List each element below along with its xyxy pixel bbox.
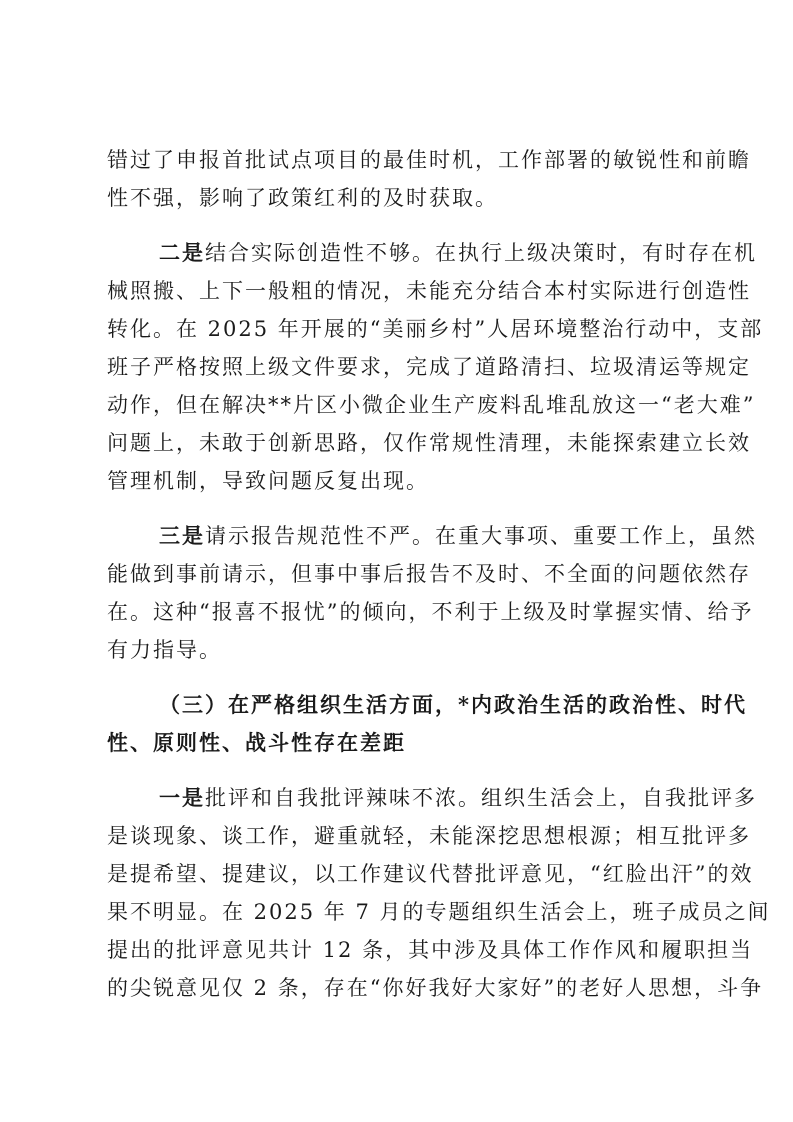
text-line: 是谈现象、谈工作，避重就轻，未能深挖思想根源；相互批评多 — [107, 824, 751, 848]
text-line: 械照搬、上下一般粗的情况，未能充分结合本村实际进行创造性 — [107, 279, 751, 303]
text-line: 问题上，未敢于创新思路，仅作常规性清理，未能探索建立长效 — [107, 431, 751, 455]
document-page — [107, 141, 771, 1024]
point-label: 三是 — [159, 523, 205, 548]
text-line: 班子严格按照上级文件要求，完成了道路清扫、垃圾清运等规定 — [107, 355, 751, 379]
text-line: 管理机制，导致问题反复出现。 — [107, 469, 429, 493]
paragraph-point-three — [107, 517, 757, 669]
text-line: 提出的批评意见共计 12 条，其中涉及具体工作作风和履职担当 — [107, 938, 754, 962]
text-line: 错过了申报首批试点项目的最佳时机，工作部署的敏锐性和前瞻 — [107, 148, 751, 172]
text-line: 能做到事前请示，但事中事后报告不及时、不全面的问题依然存 — [107, 562, 751, 586]
paragraph-point-two — [107, 234, 764, 500]
text-line — [107, 234, 757, 272]
point-text: 批评和自我批评辣味不浓。组织生活会上，自我批评多 — [205, 786, 757, 810]
text-line — [107, 517, 757, 555]
text-line: 动作，但在解决**片区小微企业生产废料乱堆乱放这一“老大难” — [107, 393, 756, 417]
heading-line: （三）在严格组织生活方面，*内政治生活的政治性、时代 — [159, 692, 747, 717]
point-label: 一是 — [159, 785, 205, 810]
point-text: 请示报告规范性不严。在重大事项、重要工作上，虽然 — [205, 524, 757, 548]
text-line: 有力指导。 — [107, 638, 222, 662]
text-line: 转化。在 2025 年开展的“美丽乡村”人居环境整治行动中，支部 — [107, 317, 764, 341]
paragraph-point-one — [107, 779, 771, 1007]
text-line — [107, 779, 757, 817]
text-line: 在。这种“报喜不报忧”的倾向，不利于上级及时掌握实情、给予 — [107, 600, 754, 624]
section-heading — [107, 686, 747, 762]
text-line: 是提希望、提建议，以工作建议代替批评意见，“红脸出汗”的效 — [107, 862, 754, 886]
text-line: 的尖锐意见仅 2 条，存在“你好我好大家好”的老好人思想，斗争 — [107, 976, 764, 1000]
text-line: 性不强，影响了政策红利的及时获取。 — [107, 186, 498, 210]
point-text: 结合实际创造性不够。在执行上级决策时，有时存在机 — [205, 241, 757, 265]
point-label: 二是 — [159, 240, 205, 265]
text-line: 果不明显。在 2025 年 7 月的专题组织生活会上，班子成员之间 — [107, 900, 771, 924]
paragraph-continuation — [107, 141, 751, 217]
heading-line: 性、原则性、战斗性存在差距 — [107, 730, 406, 755]
